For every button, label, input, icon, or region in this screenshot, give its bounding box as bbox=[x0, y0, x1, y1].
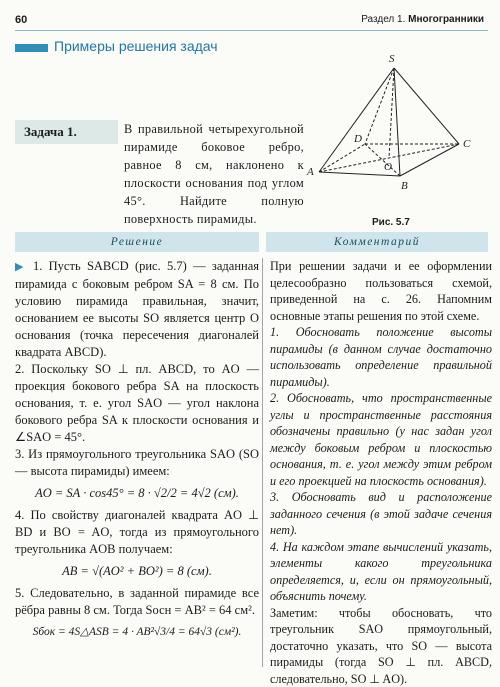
label-a: A bbox=[306, 166, 314, 178]
comment-heading: Комментарий bbox=[266, 232, 488, 252]
edge-sd bbox=[365, 68, 394, 144]
section-name: Многогранники bbox=[408, 14, 484, 25]
solution-step-1 bbox=[15, 258, 259, 361]
section-marker bbox=[15, 44, 48, 52]
diagonal-bd bbox=[365, 144, 400, 176]
formula-lateral-area: Sбок = 4S△ASB = 4 · AB²√3/4 = 64√3 (см²). bbox=[15, 624, 259, 641]
formula-ao: AO = SA · cos45° = 8 · √2/2 = 4√2 (см). bbox=[15, 485, 259, 502]
edge-sc bbox=[394, 68, 459, 144]
section-prefix: Раздел 1. bbox=[361, 14, 405, 25]
section-title: Примеры решения задач bbox=[54, 38, 218, 54]
task-text: В правильной четырехугольной пирамиде боковое ребро, равное 8 см, наклонено к плоскости основания под углом 45°. Найдите полную поверхность пирамиды. bbox=[124, 120, 304, 228]
label-d: D bbox=[353, 133, 362, 145]
comment-intro: При решении задачи и ее оформлении целесообразно пользоваться схемой, приведенной на с. 26. Напомним основные этапы решения по этой схеме. bbox=[270, 258, 492, 324]
solution-step-5: 5. Следовательно, в заданной пирамиде все рёбра равны 8 см. Тогда Sосн = AB² = 64 см². bbox=[15, 585, 259, 619]
comment-item-3: 3. Обосновать вид и расположение заданного сечения (в этой задаче сечения нет). bbox=[270, 489, 492, 539]
page-number: 60 bbox=[15, 14, 27, 26]
comment-item-4: 4. На каждом этапе вычислений указать, элементы какого треугольника определяется, и, если он прямоугольный, объяснить почему. bbox=[270, 539, 492, 605]
label-s: S bbox=[389, 53, 395, 65]
solution-step-2: 2. Поскольку SO ⊥ пл. ABCD, то AO — проекция бокового ребра SA на плоскость основания, т. е. угол SAO — угол наклона бокового ребра SA к плоскости основания и ∠SAO = 45°. bbox=[15, 361, 259, 446]
step-1-text: 1. Пусть SABCD (рис. 5.7) — заданная пирамида с боковым ребром SA = 8 см. По условию пирамида правильная, значит, основанием ее высоты SO является центр O основания (точка пересечения диагоналей квадрата ABCD). bbox=[15, 259, 259, 359]
formula-ab: AB = √(AO² + BO²) = 8 (см). bbox=[15, 563, 259, 580]
comment-column bbox=[270, 258, 492, 687]
label-o: O bbox=[384, 161, 392, 173]
label-c: C bbox=[463, 138, 471, 150]
edge-sa bbox=[319, 68, 394, 172]
column-divider bbox=[262, 258, 263, 667]
triangle-marker-icon: ▶ bbox=[15, 261, 27, 273]
task-label: Задача 1. bbox=[24, 124, 77, 140]
edge-sb bbox=[394, 68, 400, 176]
comment-item-2: 2. Обосновать, что пространственные углы и пространственные расстояния обозначены правильно (у нас задан угол между боковым ребром и плоскостью основания, т. е. угол между этим ребром и его проекцией на плоскость основания). bbox=[270, 390, 492, 489]
label-b: B bbox=[401, 180, 408, 192]
figure-caption: Рис. 5.7 bbox=[372, 217, 410, 228]
comment-note: Заметим: чтобы обосновать, что треугольник SAO прямоугольный, достаточно указать, что SO — высота пирамиды (тогда SO ⊥ пл. ABCD, следовательно, SO ⊥ AO). bbox=[270, 605, 492, 687]
solution-step-4: 4. По свойству диагоналей квадрата AO ⊥ BD и BO = AO, тогда из прямоугольного треугольника AOB получаем: bbox=[15, 507, 259, 558]
pyramid-figure bbox=[305, 48, 495, 208]
edge-bc bbox=[400, 144, 459, 176]
solution-column bbox=[15, 258, 259, 646]
header-rule bbox=[15, 30, 488, 31]
comment-item-1: 1. Обосновать положение высоты пирамиды (в данном случае достаточно использовать определение правильной пирамиды). bbox=[270, 324, 492, 390]
solution-heading: Решение bbox=[15, 232, 259, 252]
edge-ad bbox=[319, 144, 365, 172]
solution-step-3: 3. Из прямоугольного треугольника SAO (SO — высота пирамиды) имеем: bbox=[15, 446, 259, 480]
running-header bbox=[361, 14, 484, 25]
